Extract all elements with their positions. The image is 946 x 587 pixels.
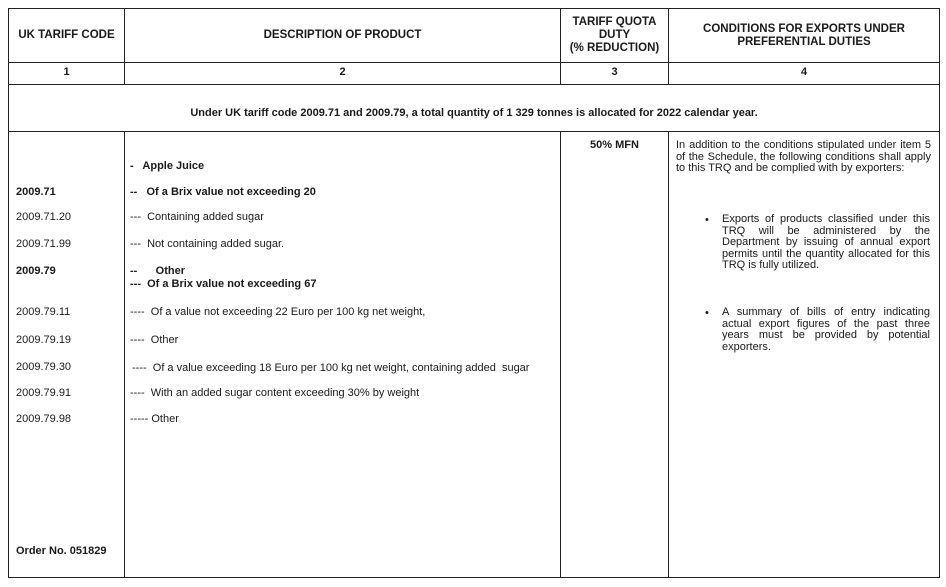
colnum-divider [8,84,940,85]
product-description: --- Not containing added sugar. [130,238,285,250]
product-description: ---- With an added sugar content exceeding 30% by weight [130,387,420,399]
column-number-1: 1 [63,66,70,78]
table-border-left [8,8,9,578]
tariff-code: 2009.79.98 [16,413,72,425]
product-description: ---- Of a value exceeding 18 Euro per 100 kg net weight, containing added sugar [132,362,530,374]
product-description: -- Of a Brix value not exceeding 20 [130,186,316,198]
table-border-bottom [8,577,940,578]
order-number: Order No. 051829 [16,545,107,557]
banner-divider [8,131,940,132]
product-description: - Apple Juice [130,160,205,172]
tariff-code: 2009.79.19 [16,334,72,346]
table-border-right [939,8,940,578]
col-divider-3-body [668,131,669,578]
header-conditions: CONDITIONS FOR EXPORTS UNDER PREFERENTIAL DUTIES [703,22,905,48]
tariff-code: 2009.79.11 [16,306,71,318]
column-number-2: 2 [339,66,346,78]
allocation-banner: Under UK tariff code 2009.71 and 2009.79, a total quantity of 1 329 tonnes is allocated for 2022 calendar year. [190,107,758,119]
product-description: ---- Other [130,334,179,346]
bullet-icon: • [705,307,709,319]
col-divider-1-body [124,131,125,578]
bullet-icon: • [705,214,709,226]
header-tariff-quota-duty: TARIFF QUOTA DUTY (% REDUCTION) [569,16,660,54]
condition-bullet-2: A summary of bills of entry indicating actual export figures of the past three years must be provided by potential exporters. [722,306,930,353]
tariff-code: 2009.71 [16,186,56,198]
product-description: --- Containing added sugar [130,211,264,223]
header-uk-tariff-code: UK TARIFF CODE [18,29,115,41]
product-description: ---- Of a value not exceeding 22 Euro per 100 kg net weight, [130,306,426,318]
product-description: --- Of a Brix value not exceeding 67 [130,278,317,290]
tariff-code: 2009.71.99 [16,238,72,250]
condition-bullet-1: Exports of products classified under this TRQ will be administered by the Department by issuing of annual export permits until the quantity allocated for this TRQ is fully utilized. [722,213,930,271]
column-number-4: 4 [800,66,808,78]
product-description: ----- Other [130,413,179,425]
tariff-code: 2009.79.91 [16,387,72,399]
column-number-3: 3 [611,66,618,78]
conditions-intro: In addition to the conditions stipulated under item 5 of the Schedule, the following conditions shall apply to this TRQ and be complied with by exporters: [676,139,931,174]
tariff-code: 2009.79.30 [16,361,72,373]
tariff-code: 2009.79 [16,265,56,277]
product-description: -- Other [130,265,185,277]
header-divider [8,62,940,63]
header-description: DESCRIPTION OF PRODUCT [263,29,422,41]
col-divider-2-body [560,131,561,578]
tariff-code: 2009.71.20 [16,211,72,223]
duty-value: 50% MFN [590,139,639,151]
